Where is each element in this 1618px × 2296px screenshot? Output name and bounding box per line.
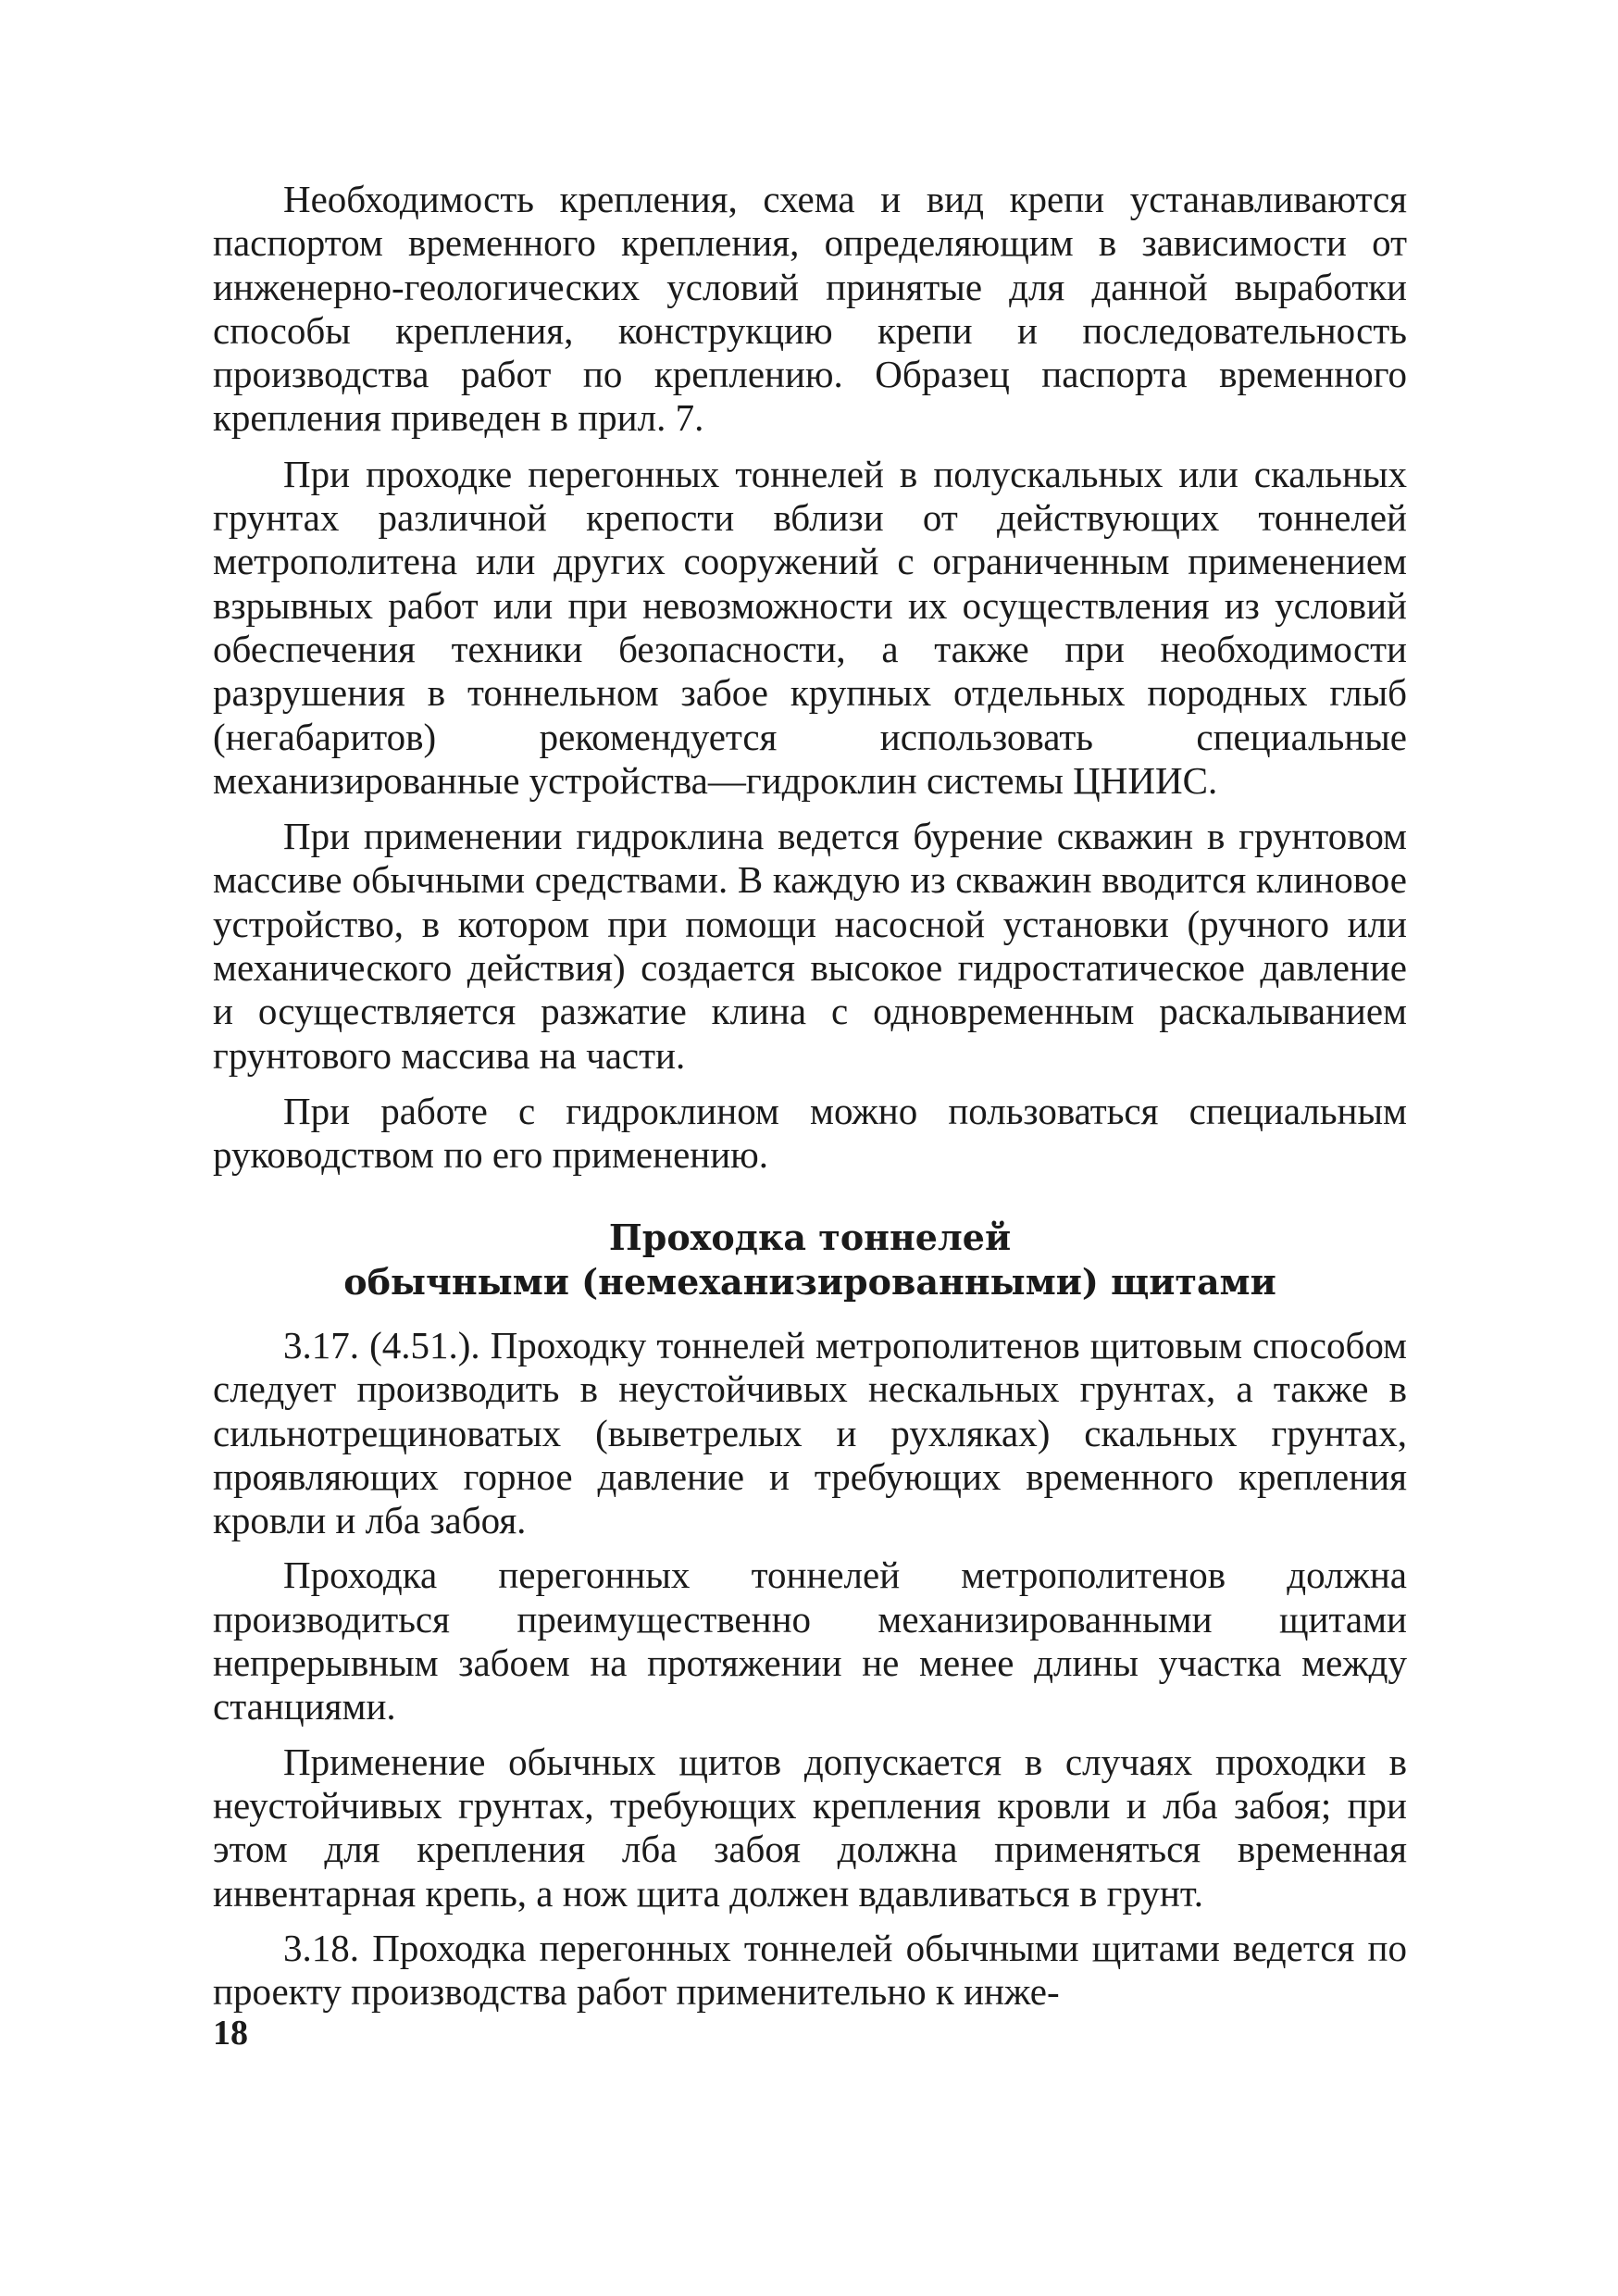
paragraph-mechanized-shields: Проходка перегонных тоннелей метрополитенов должна производиться преимущественно механизированными щитами непрерывным забоем на протяжении не менее длины участка между станциями. (213, 1554, 1407, 1728)
page-number: 18 (213, 2014, 248, 2053)
paragraph-hydrowedge-manual: При работе с гидроклином можно пользоваться специальным руководством по его применению. (213, 1089, 1407, 1177)
paragraph-3-18: 3.18. Проходка перегонных тоннелей обычными щитами ведется по проекту производства работ применительно к инже- (213, 1926, 1407, 2014)
paragraph-3-17: 3.17. (4.51.). Проходку тоннелей метрополитенов щитовым способом следует производить в неустойчивых нескальных грунтах, а также в сильнотрещиноватых (выветрелых и рухляках) скальных грунтах, проявляющих горное давление и требующих временного крепления кровли и лба забоя. (213, 1324, 1407, 1542)
paragraph-fastening-passport: Необходимость крепления, схема и вид крепи устанавливаются паспортом временного крепления, определяющим в зависимости от инженерно-геологических условий принятые для данной выработки способы крепления, конструкцию крепи и последовательность производства работ по креплению. Образец паспорта временного крепления приведен в прил. 7. (213, 178, 1407, 440)
paragraph-hydrowedge-drilling: При применении гидроклина ведется бурение скважин в грунтовом массиве обычными средствами. В каждую из скважин вводится клиновое устройство, в котором при помощи насосной установки (ручного или механического действия) создается высокое гидростатическое давление и осуществляется разжатие клина с одновременным раскалыванием грунтового массива на части. (213, 815, 1407, 1077)
body-text-top (213, 178, 1407, 1178)
body-text-bottom (213, 1324, 1407, 2014)
section-heading-line-1: Проходка тоннелей (608, 1217, 1012, 1258)
paragraph-ordinary-shields: Применение обычных щитов допускается в случаях проходки в неустойчивых грунтах, требующих крепления кровли и лба забоя; при этом для крепления лба забоя должна применяться временная инвентарная крепь, а нож щита должен вдавливаться в грунт. (213, 1740, 1407, 1915)
section-heading-line-2: обычными (немеханизированными) щитами (343, 1261, 1276, 1303)
paragraph-hydrowedge-usage: При проходке перегонных тоннелей в полускальных или скальных грунтах различной крепости вблизи от действующих тоннелей метрополитена или других сооружений с ограниченным применением взрывных работ или при невозможности их осуществления из условий обеспечения техники безопасности, а также при необходимости разрушения в тоннельном забое крупных отдельных породных глыб (негабаритов) рекомендуется использовать специальные механизированные устройства—гидроклин системы ЦНИИС. (213, 452, 1407, 802)
section-heading (213, 1216, 1407, 1304)
